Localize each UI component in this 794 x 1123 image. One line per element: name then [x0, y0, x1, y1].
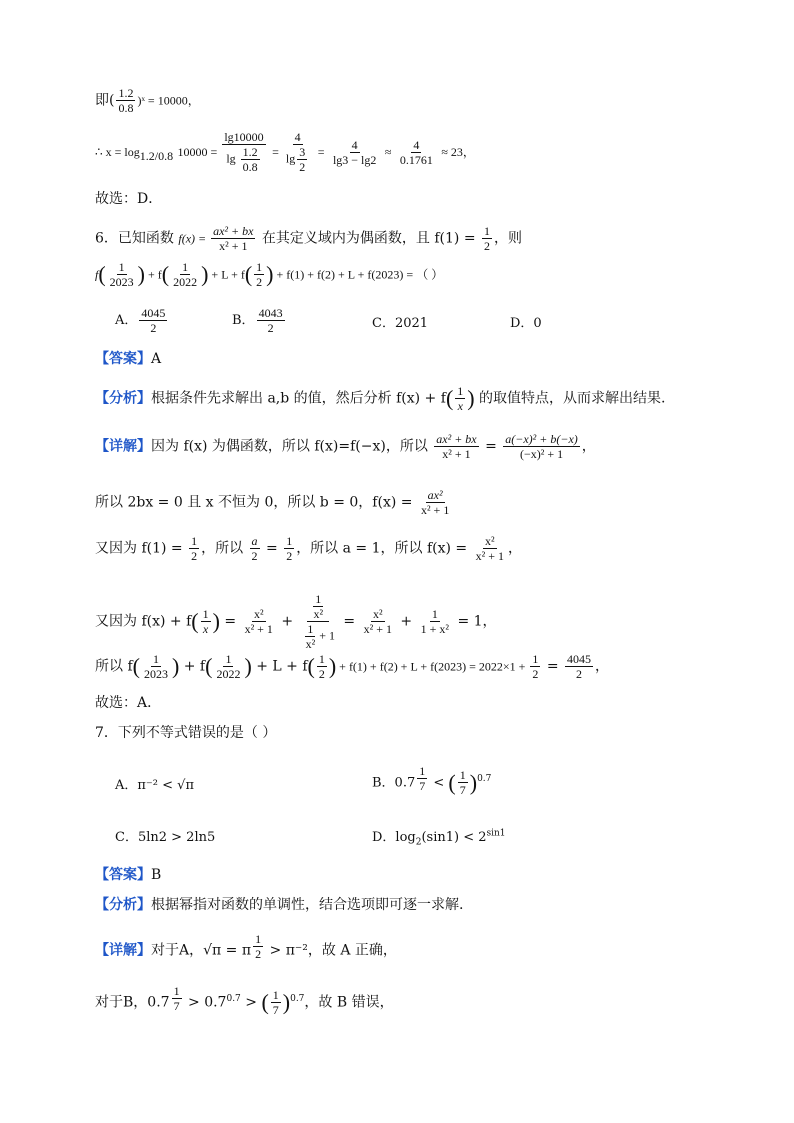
option-c[interactable]: C．2021 — [372, 316, 429, 331]
analysis-6: 【分析】根据条件先求解出 a,b 的值，然后分析 f(x) + f( $\frac{1}{x}$ ) 的取值特点，从而求解出结果. — [95, 384, 666, 413]
analysis-7: 【分析】根据幂指对函数的单调性，结合选项即可逐一求解. — [95, 897, 464, 913]
q7-option-b[interactable]: B．0.7 $^{\frac{1}{7}}$ < ( $\frac{1}{7}$ )$^{0.7}$ — [372, 764, 492, 798]
line-solution-eq: 即( $\frac{1.2}{0.8}$ )ˣ = 10000， — [95, 86, 200, 115]
option-d[interactable]: D．0 — [510, 316, 542, 331]
line-log-calc: ∴ $x = \log_{1.2/0.8} 10000$ = lg10000 lg $\frac{1.2}{0.8}$ = 4 lg $\frac{3}{2}$ = $\frac{4}{\lg 3 - \lg 2}$ ≈ $\frac{4}{0.1761}$ ≈ 23， — [95, 130, 475, 174]
answer-7: 【答案】B — [95, 867, 162, 883]
answer-choice-a: 故选：A． — [95, 695, 162, 711]
q7-option-c[interactable]: C．5ln2 > 2ln5 — [115, 830, 216, 845]
detail-6-line3: 又因为 f(1) = $\frac{1}{2}$ ，所以 $\frac{a}{2}$ = $\frac{1}{2}$ ，所以 a = 1，所以 f(x) = $\frac{\text{x²}}{\text{x² + 1}}$ ， — [95, 534, 522, 563]
detail-6-line5: 所以 f( $\frac{1}{2023}$ ) + f( $\frac{1}{2022}$ ) + L + f( $\frac{1}{2}$ ) + f(1) + f(2) + L + f(2023) = 2022×1 + $\frac{1}{2}$ = $\frac{4045}{2}$ ， — [95, 652, 610, 681]
option-b[interactable]: B． $\frac{4043}{2}$ — [232, 306, 283, 335]
question-6-stem: 6．已知函数 f(x) = $\frac{\text{ax² + bx}}{\text{x² + 1}}$ 在其定义域内为偶函数，且 f(1) = $\frac{1}{2}$ ，则 — [95, 224, 523, 253]
answer-choice-d: 故选：D． — [95, 191, 163, 207]
detail-7-line1: 【详解】对于A，√π = π $^{\frac{1}{2}}$ > π⁻²，故 A 正确， — [95, 932, 397, 961]
answer-6: 【答案】A — [95, 351, 162, 367]
detail-6-line1: 【详解】因为 f(x) 为偶函数，所以 f(x)=f(−x)，所以 $\frac{\text{ax² + bx}}{\text{x² + 1}}$ = $\frac{\text{a(−x)² + b(−x)}}{\text{(−x)² + 1}}$ ， — [95, 432, 596, 461]
detail-6-line2: 所以 2bx = 0 且 x 不恒为 0，所以 b = 0，f(x) = $\frac{\text{ax²}}{\text{x² + 1}}$ — [95, 488, 450, 517]
q7-option-d[interactable]: D．$\log_2(\sin 1) < 2^{sin1}$ — [372, 828, 506, 848]
option-a[interactable]: A． $\frac{4045}{2}$ — [115, 306, 166, 335]
q7-option-a[interactable]: A．π⁻² < √π — [115, 778, 194, 793]
detail-7-line2: 对于B，0.7 $^{\frac{1}{7}}$ > $0.7^{0.7}$ > ( $\frac{1}{7}$ )$^{0.7}$，故 B 错误， — [95, 984, 394, 1018]
detail-6-line4: 又因为 f(x) + f( $\frac{1}{x}$ ) = $\frac{\text{x²}}{\text{x² + 1}}$ + $\frac{1}{\text{x²}}$ $\frac{1}{\text{x²}}$ + 1 = $\frac{\text{x²}}{\text{x² + 1}}$ + $\frac{1}{\text{1 + x²}}$ = 1， — [95, 592, 497, 651]
question-6-expression: f( $\frac{1}{2023}$ ) + f( $\frac{1}{2022}$ ) + L + f( $\frac{1}{2}$ ) + f(1) + f(2) + L + f(2023) = （ ） — [95, 260, 444, 289]
question-7-stem: 7．下列不等式错误的是（ ） — [95, 725, 277, 741]
